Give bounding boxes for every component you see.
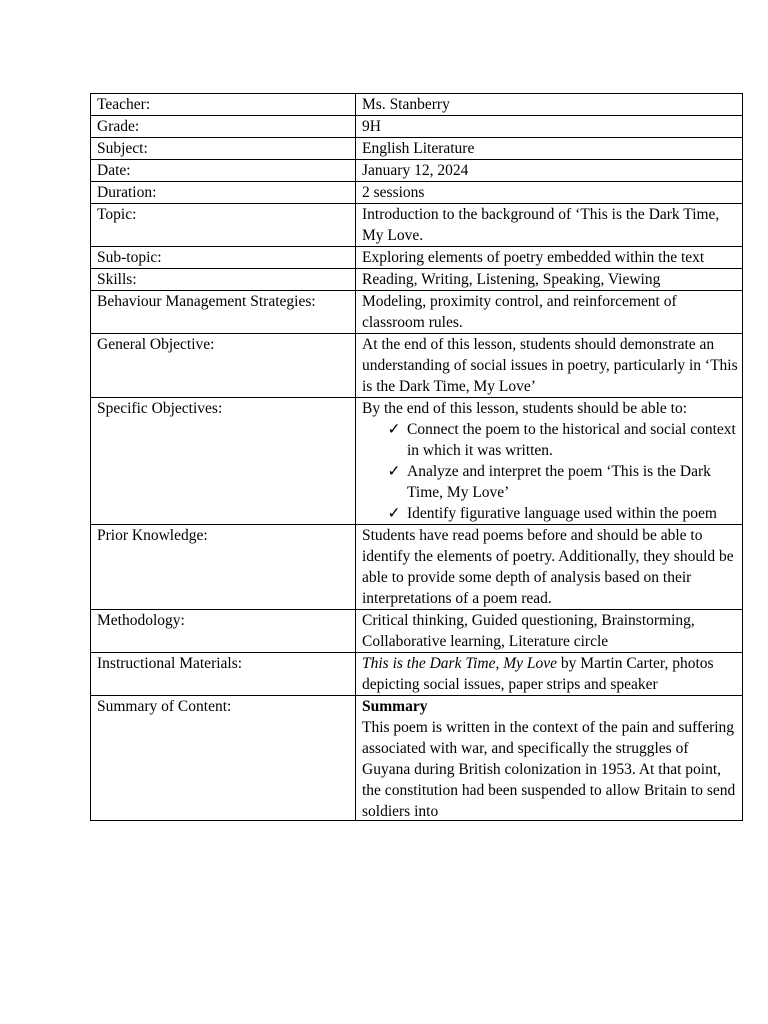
row-label-sub-topic: Sub-topic: — [91, 247, 356, 269]
row-value-teacher: Ms. Stanberry — [356, 94, 743, 116]
lesson-plan-table — [90, 93, 743, 821]
objective-text: Analyze and interpret the poem ‘This is the Dark Time, My Love’ — [407, 463, 711, 501]
row-value-skills: Reading, Writing, Listening, Speaking, Viewing — [356, 269, 743, 291]
row-value-prior-knowledge: Students have read poems before and should be able to identify the elements of poetry. Additionally, they should be able to provide some depth of analysis based on their interpretations of a poem read. — [356, 525, 743, 610]
summary-heading: Summary — [362, 698, 428, 715]
table-row — [91, 138, 743, 160]
row-value-specific-objectives — [356, 398, 743, 525]
table-row — [91, 204, 743, 247]
row-value-topic: Introduction to the background of ‘This is the Dark Time, My Love. — [356, 204, 743, 247]
table-row — [91, 94, 743, 116]
table-row — [91, 160, 743, 182]
checkmark-icon: ✓ — [387, 505, 401, 522]
table-row — [91, 334, 743, 398]
row-value-instructional-materials — [356, 653, 743, 696]
row-value-grade: 9H — [356, 116, 743, 138]
row-label-teacher: Teacher: — [91, 94, 356, 116]
row-value-summary — [356, 696, 743, 821]
row-label-behaviour-management: Behaviour Management Strategies: — [91, 291, 356, 334]
poem-title: This is the Dark Time, My Love — [362, 655, 558, 672]
table-row — [91, 398, 743, 525]
table-row — [91, 182, 743, 204]
materials-text: by Martin Carter, photos depicting social issues, paper strips and speaker — [362, 655, 714, 693]
row-label-specific-objectives: Specific Objectives: — [91, 398, 356, 525]
table-row — [91, 525, 743, 610]
list-item — [386, 503, 738, 524]
table-row — [91, 696, 743, 821]
row-label-topic: Topic: — [91, 204, 356, 247]
table-row — [91, 610, 743, 653]
table-row — [91, 269, 743, 291]
row-label-prior-knowledge: Prior Knowledge: — [91, 525, 356, 610]
table-row — [91, 247, 743, 269]
row-label-summary: Summary of Content: — [91, 696, 356, 821]
row-label-instructional-materials: Instructional Materials: — [91, 653, 356, 696]
row-label-skills: Skills: — [91, 269, 356, 291]
checkmark-icon: ✓ — [387, 421, 401, 438]
objective-text: Identify figurative language used within the poem — [407, 505, 717, 522]
list-item — [386, 419, 738, 461]
row-value-sub-topic: Exploring elements of poetry embedded within the text — [356, 247, 743, 269]
objectives-list — [362, 419, 738, 524]
objectives-intro: By the end of this lesson, students should be able to: — [362, 400, 688, 417]
objective-text: Connect the poem to the historical and social context in which it was written. — [407, 421, 736, 459]
summary-text: This poem is written in the context of the pain and suffering associated with war, and specifically the struggles of Guyana during British colonization in 1953. At that point, the constitution had been suspended to allow Britain to send soldiers into — [362, 719, 736, 820]
row-label-date: Date: — [91, 160, 356, 182]
row-label-duration: Duration: — [91, 182, 356, 204]
row-label-subject: Subject: — [91, 138, 356, 160]
row-value-subject: English Literature — [356, 138, 743, 160]
row-value-methodology: Critical thinking, Guided questioning, Brainstorming, Collaborative learning, Literature circle — [356, 610, 743, 653]
row-label-grade: Grade: — [91, 116, 356, 138]
lesson-plan-page — [90, 93, 741, 821]
table-row — [91, 291, 743, 334]
row-label-general-objective: General Objective: — [91, 334, 356, 398]
row-label-methodology: Methodology: — [91, 610, 356, 653]
table-row — [91, 653, 743, 696]
row-value-general-objective: At the end of this lesson, students should demonstrate an understanding of social issues in poetry, particularly in ‘This is the Dark Time, My Love’ — [356, 334, 743, 398]
row-value-behaviour-management: Modeling, proximity control, and reinforcement of classroom rules. — [356, 291, 743, 334]
row-value-duration: 2 sessions — [356, 182, 743, 204]
row-value-date: January 12, 2024 — [356, 160, 743, 182]
list-item — [386, 461, 738, 503]
checkmark-icon: ✓ — [387, 463, 401, 480]
table-row — [91, 116, 743, 138]
